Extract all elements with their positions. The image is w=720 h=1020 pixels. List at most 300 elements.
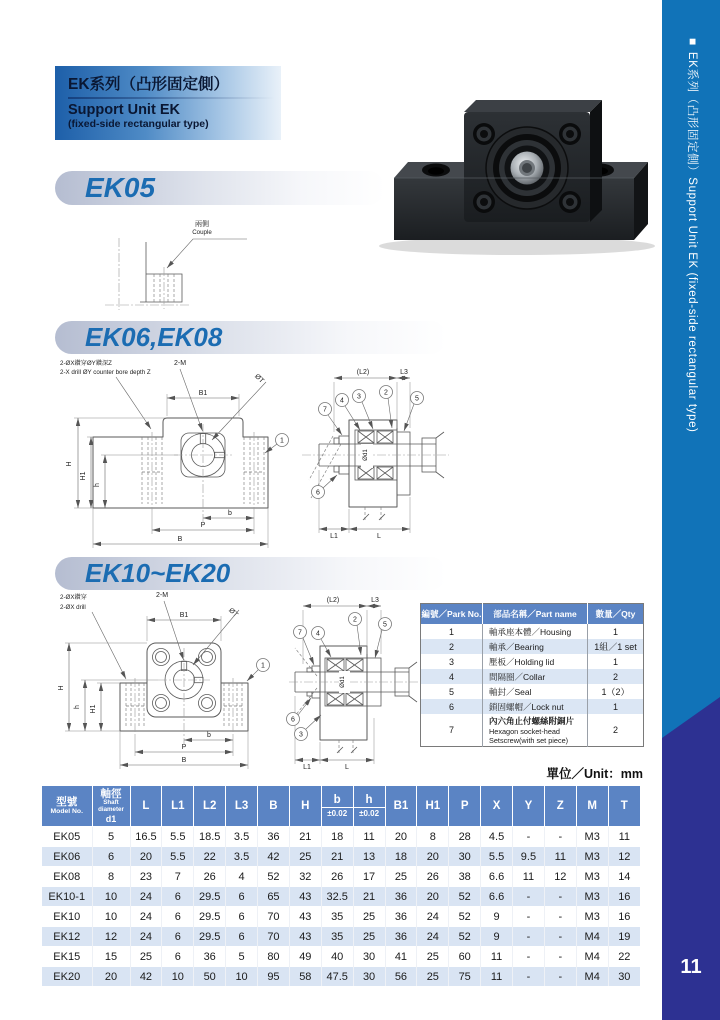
dim-value-cell: 21 bbox=[321, 847, 353, 867]
col-header-L: L bbox=[130, 786, 162, 827]
dim-value-cell: 25 bbox=[417, 947, 449, 967]
dim-value-cell: 75 bbox=[449, 967, 481, 987]
dim-value-cell: 5.5 bbox=[481, 847, 513, 867]
section-title: EK05 bbox=[85, 172, 156, 203]
drill-note-zh: 2-ØX鑽穿 bbox=[60, 594, 87, 601]
dim-value-cell: M3 bbox=[576, 827, 608, 847]
ek0608-front-drawing bbox=[58, 352, 295, 559]
dim-value-cell: 6.6 bbox=[481, 887, 513, 907]
dim-value-cell: 32 bbox=[289, 867, 321, 887]
col-header-L1: L1 bbox=[162, 786, 194, 827]
parts-head-row bbox=[421, 604, 644, 625]
dim-value-cell: 26 bbox=[417, 867, 449, 887]
dim-value-cell: 20 bbox=[385, 827, 417, 847]
svg-text:1: 1 bbox=[280, 437, 284, 445]
dim-value-cell: 16.5 bbox=[130, 827, 162, 847]
dim-value-cell: 6 bbox=[162, 927, 194, 947]
part-name-cell: 軸承／Bearing bbox=[483, 639, 588, 654]
dim-value-cell: 11 bbox=[353, 827, 385, 847]
dim-label-P: P bbox=[181, 744, 187, 751]
dim-value-cell: 18 bbox=[385, 847, 417, 867]
dim-value-cell: 56 bbox=[385, 967, 417, 987]
ek05-outline bbox=[105, 238, 190, 310]
dim-value-cell: M3 bbox=[576, 907, 608, 927]
dim-label-B1: B1 bbox=[198, 390, 208, 397]
page-header bbox=[55, 66, 281, 140]
dim-row bbox=[42, 867, 640, 887]
dim-value-cell: 22 bbox=[608, 947, 640, 967]
dim-value-cell: 60 bbox=[449, 947, 481, 967]
svg-text:1: 1 bbox=[261, 662, 265, 670]
dim-value-cell: 30 bbox=[353, 967, 385, 987]
dim-label-P: P bbox=[200, 522, 206, 529]
label-two-side-en: Couple bbox=[192, 229, 212, 236]
col-header-H1: H1 bbox=[417, 786, 449, 827]
dim-value-cell: 40 bbox=[321, 947, 353, 967]
dim-value-cell: 4.5 bbox=[481, 827, 513, 847]
dim-label-2M: 2-M bbox=[174, 360, 187, 367]
drill-note-zh: 2-ØX鑽穿ØY鑽深Z bbox=[60, 360, 112, 367]
parts-row bbox=[421, 699, 644, 714]
dim-label-B1: B1 bbox=[179, 612, 189, 619]
side-tab-label: EK系列（凸形固定側）Support Unit EK (fixed-side rectangular type) bbox=[686, 51, 698, 433]
part-name-cell: 軸承座本體／Housing bbox=[483, 624, 588, 639]
dim-value-cell: 58 bbox=[289, 967, 321, 987]
front-outline bbox=[93, 418, 268, 522]
dim-label-H: H bbox=[58, 685, 65, 691]
dim-value-cell: - bbox=[544, 887, 576, 907]
svg-text:7: 7 bbox=[298, 629, 302, 637]
dim-value-cell: 30 bbox=[608, 967, 640, 987]
part-name-cell: 壓板／Holding lid bbox=[483, 654, 588, 669]
dim-value-cell: 12 bbox=[544, 867, 576, 887]
parts-header-cell: 編號／Park No. bbox=[421, 604, 483, 625]
dim-label-T: ØT bbox=[227, 607, 239, 619]
col-header-B: B bbox=[258, 786, 290, 827]
dim-value-cell: 43 bbox=[289, 907, 321, 927]
dim-value-cell: - bbox=[513, 887, 545, 907]
dim-value-cell: 24 bbox=[417, 927, 449, 947]
balloon-2 bbox=[349, 613, 362, 626]
dim-label-B: B bbox=[181, 757, 187, 764]
dim-value-cell: 41 bbox=[385, 947, 417, 967]
parts-value-cell: 1 bbox=[588, 624, 644, 639]
parts-row bbox=[421, 639, 644, 654]
section-title: EK06,EK08 bbox=[85, 322, 223, 352]
col-header-b: b ±0.02 bbox=[321, 786, 353, 827]
col-header-Y: Y bbox=[513, 786, 545, 827]
dim-value-cell: 47.5 bbox=[321, 967, 353, 987]
dim-value-cell: 43 bbox=[289, 887, 321, 907]
dim-value-cell: 23 bbox=[130, 867, 162, 887]
dim-value-cell: 11 bbox=[608, 827, 640, 847]
dim-value-cell: 8 bbox=[92, 867, 130, 887]
col-header-model: 型號 Model No. bbox=[42, 786, 92, 827]
dim-value-cell: 6 bbox=[226, 927, 258, 947]
dim-value-cell: 50 bbox=[194, 967, 226, 987]
dim-value-cell: 8 bbox=[417, 827, 449, 847]
parts-row bbox=[421, 684, 644, 699]
section-outline bbox=[289, 646, 422, 754]
dim-value-cell: 49 bbox=[289, 947, 321, 967]
dim-label-H1: H1 bbox=[80, 471, 87, 481]
dim-row bbox=[42, 887, 640, 907]
label-two-side-zh: 兩側 bbox=[195, 221, 209, 228]
dim-value-cell: 6 bbox=[162, 887, 194, 907]
parts-value-cell: 2 bbox=[421, 639, 483, 654]
parts-table-body bbox=[421, 624, 644, 747]
dim-value-cell: 30 bbox=[353, 947, 385, 967]
model-no-cell: EK10-1 bbox=[42, 887, 92, 907]
balloon-6 bbox=[312, 486, 325, 499]
dim-value-cell: 5 bbox=[92, 827, 130, 847]
dim-value-cell: 18 bbox=[321, 827, 353, 847]
dim-label-b: b bbox=[228, 510, 232, 517]
dim-value-cell: 29.5 bbox=[194, 927, 226, 947]
dim-value-cell: 5.5 bbox=[162, 847, 194, 867]
section-heading-ek05 bbox=[55, 171, 385, 205]
ek0608-section-drawing bbox=[297, 352, 470, 559]
dim-value-cell: M4 bbox=[576, 967, 608, 987]
dim-label-L1: L1 bbox=[330, 533, 338, 540]
parts-value-cell: 7 bbox=[448, 725, 454, 735]
dim-label-L1: L1 bbox=[303, 764, 311, 771]
bearing-bore bbox=[486, 127, 568, 209]
parts-header-cell: 數量／Qty bbox=[588, 604, 644, 625]
svg-text:3: 3 bbox=[357, 393, 361, 401]
dim-value-cell: 10 bbox=[92, 887, 130, 907]
dim-label-L: L bbox=[377, 533, 381, 540]
dim-row bbox=[42, 827, 640, 847]
dim-value-cell: M4 bbox=[576, 947, 608, 967]
dim-value-cell: 6 bbox=[162, 947, 194, 967]
dim-value-cell: 3.5 bbox=[226, 827, 258, 847]
balloon-3 bbox=[353, 390, 366, 403]
dim-label-H1: H1 bbox=[90, 704, 97, 714]
part-name-cell: 內六角止付螺絲附銅片 Hexagon socket-head Setscrew(with set piece) bbox=[483, 714, 588, 747]
dim-value-cell: 11 bbox=[481, 967, 513, 987]
section-balloons bbox=[312, 386, 424, 499]
dim-value-cell: 11 bbox=[481, 947, 513, 967]
dim-value-cell: 12 bbox=[608, 847, 640, 867]
dim-table-body bbox=[42, 827, 640, 987]
dim-value-cell: M4 bbox=[576, 927, 608, 947]
dim-value-cell: 13 bbox=[353, 847, 385, 867]
support-unit-photo bbox=[379, 100, 655, 255]
col-header-B1: B1 bbox=[385, 786, 417, 827]
section-title: EK10~EK20 bbox=[85, 558, 231, 588]
dim-value-cell: 25 bbox=[417, 967, 449, 987]
dim-value-cell: 10 bbox=[92, 907, 130, 927]
dim-value-cell: - bbox=[513, 967, 545, 987]
parts-row bbox=[421, 669, 644, 684]
svg-text:5: 5 bbox=[415, 395, 419, 403]
couple-callout bbox=[167, 219, 247, 268]
col-header-L2: L2 bbox=[194, 786, 226, 827]
svg-text:4: 4 bbox=[316, 630, 320, 638]
balloon-6 bbox=[287, 713, 300, 726]
dim-value-cell: - bbox=[544, 907, 576, 927]
model-no-cell: EK20 bbox=[42, 967, 92, 987]
dim-value-cell: 43 bbox=[289, 927, 321, 947]
dim-value-cell: 36 bbox=[194, 947, 226, 967]
parts-row bbox=[421, 624, 644, 639]
dim-value-cell: 6.6 bbox=[481, 867, 513, 887]
dim-value-cell: 38 bbox=[449, 867, 481, 887]
svg-text:6: 6 bbox=[291, 716, 295, 724]
svg-text:5: 5 bbox=[383, 621, 387, 629]
dim-value-cell: 18.5 bbox=[194, 827, 226, 847]
parts-value-cell: 1組／1 set bbox=[588, 639, 644, 654]
model-no-cell: EK12 bbox=[42, 927, 92, 947]
dim-value-cell: - bbox=[544, 967, 576, 987]
parts-value-cell: 4 bbox=[421, 669, 483, 684]
balloon-2 bbox=[380, 386, 393, 399]
dim-value-cell: 36 bbox=[258, 827, 290, 847]
dim-value-cell: 9.5 bbox=[513, 847, 545, 867]
dim-value-cell: 52 bbox=[449, 887, 481, 907]
dim-label-h: h bbox=[74, 705, 81, 709]
dim-label-L2: (L2) bbox=[356, 369, 370, 376]
balloon-1 bbox=[265, 434, 289, 454]
parts-value-cell: 1 bbox=[588, 699, 644, 714]
section-heading-ek0608 bbox=[55, 321, 447, 354]
dim-row bbox=[42, 907, 640, 927]
series-title-en: Support Unit EK bbox=[68, 102, 180, 118]
dim-value-cell: 4 bbox=[226, 867, 258, 887]
dim-row bbox=[42, 927, 640, 947]
parts-header-cell: 部品名稱／Part name bbox=[483, 604, 588, 625]
model-no-cell: EK05 bbox=[42, 827, 92, 847]
dims-head-row bbox=[42, 786, 640, 827]
svg-text:7: 7 bbox=[323, 406, 327, 414]
dim-value-cell: 7 bbox=[162, 867, 194, 887]
dim-value-cell: 25 bbox=[385, 867, 417, 887]
dim-label-b: b bbox=[207, 732, 211, 739]
balloon-7 bbox=[294, 626, 307, 639]
dim-value-cell: 32.5 bbox=[321, 887, 353, 907]
model-no-cell: EK10 bbox=[42, 907, 92, 927]
model-no-cell: EK08 bbox=[42, 867, 92, 887]
dim-value-cell: 36 bbox=[385, 887, 417, 907]
balloon-7 bbox=[319, 403, 332, 416]
dim-value-cell: 9 bbox=[481, 927, 513, 947]
dim-value-cell: 28 bbox=[449, 827, 481, 847]
dim-value-cell: 6 bbox=[162, 907, 194, 927]
side-tab-text bbox=[681, 38, 701, 520]
dim-value-cell: 52 bbox=[449, 927, 481, 947]
balloon-3 bbox=[295, 728, 308, 741]
dim-value-cell: - bbox=[513, 947, 545, 967]
front-outline bbox=[120, 643, 248, 744]
series-title-zh: EK系列（凸形固定側） bbox=[68, 76, 230, 93]
dim-value-cell: 12 bbox=[92, 927, 130, 947]
parts-value-cell: 2 bbox=[588, 714, 644, 747]
dim-label-T: ØT bbox=[253, 373, 265, 385]
drill-note-en: 2-X drill ØY counter bore depth Z bbox=[60, 369, 151, 376]
dim-value-cell: 26 bbox=[321, 867, 353, 887]
model-no-cell: EK15 bbox=[42, 947, 92, 967]
ek1020-section-drawing bbox=[287, 588, 435, 788]
dim-value-cell: 17 bbox=[353, 867, 385, 887]
dim-value-cell: - bbox=[513, 827, 545, 847]
dim-value-cell: 24 bbox=[130, 907, 162, 927]
dim-value-cell: 15 bbox=[92, 947, 130, 967]
dimensions-table bbox=[42, 786, 640, 986]
product-photo bbox=[372, 82, 657, 282]
dim-value-cell: 30 bbox=[449, 847, 481, 867]
dim-value-cell: 42 bbox=[258, 847, 290, 867]
dim-value-cell: 21 bbox=[353, 887, 385, 907]
dim-label-L3: L3 bbox=[400, 369, 408, 376]
section-dimensions bbox=[295, 597, 381, 771]
parts-value-cell: 1 bbox=[588, 654, 644, 669]
dim-value-cell: 6 bbox=[226, 907, 258, 927]
dim-label-d1: Ød1 bbox=[339, 676, 346, 688]
dim-value-cell: - bbox=[513, 927, 545, 947]
parts-value-cell: 2 bbox=[588, 669, 644, 684]
dim-value-cell: 70 bbox=[258, 907, 290, 927]
dim-value-cell: 6 bbox=[226, 887, 258, 907]
col-header-Z: Z bbox=[544, 786, 576, 827]
dim-value-cell: 35 bbox=[321, 907, 353, 927]
dim-label-d1: Ød1 bbox=[362, 449, 369, 461]
dim-value-cell: - bbox=[544, 927, 576, 947]
dim-label-L2: (L2) bbox=[326, 597, 340, 604]
dim-value-cell: 3.5 bbox=[226, 847, 258, 867]
dim-value-cell: 70 bbox=[258, 927, 290, 947]
dim-value-cell: 26 bbox=[194, 867, 226, 887]
front-dimensions bbox=[66, 360, 268, 548]
dim-value-cell: - bbox=[544, 827, 576, 847]
drill-note-en: 2-ØX drill bbox=[60, 604, 86, 611]
dim-label-L3: L3 bbox=[371, 597, 379, 604]
parts-row bbox=[421, 654, 644, 669]
part-name-cell: 軸封／Seal bbox=[483, 684, 588, 699]
dim-value-cell: 80 bbox=[258, 947, 290, 967]
front-dimensions bbox=[58, 592, 248, 769]
col-header-M: M bbox=[576, 786, 608, 827]
svg-text:6: 6 bbox=[316, 489, 320, 497]
dim-value-cell: 29.5 bbox=[194, 887, 226, 907]
dim-value-cell: 20 bbox=[92, 967, 130, 987]
dim-value-cell: 25 bbox=[353, 907, 385, 927]
dim-value-cell: M3 bbox=[576, 867, 608, 887]
dim-value-cell: 14 bbox=[608, 867, 640, 887]
parts-row bbox=[421, 714, 644, 747]
dim-row bbox=[42, 847, 640, 867]
dim-value-cell: 42 bbox=[130, 967, 162, 987]
drill-note bbox=[60, 359, 151, 429]
balloon-5 bbox=[411, 392, 424, 405]
dim-value-cell: 6 bbox=[92, 847, 130, 867]
dim-value-cell: 36 bbox=[385, 907, 417, 927]
dim-value-cell: 35 bbox=[321, 927, 353, 947]
parts-value-cell: 6 bbox=[421, 699, 483, 714]
dim-value-cell: 24 bbox=[130, 887, 162, 907]
dim-value-cell: 16 bbox=[608, 907, 640, 927]
dim-label-2M: 2-M bbox=[156, 592, 169, 599]
dim-value-cell: 65 bbox=[258, 887, 290, 907]
dim-value-cell: 24 bbox=[130, 927, 162, 947]
series-subtitle-en: (fixed-side rectangular type) bbox=[68, 118, 209, 130]
col-header-H: H bbox=[289, 786, 321, 827]
dim-value-cell: M3 bbox=[576, 847, 608, 867]
dim-value-cell: 20 bbox=[417, 887, 449, 907]
dim-value-cell: - bbox=[513, 907, 545, 927]
dim-row bbox=[42, 947, 640, 967]
dim-label-L: L bbox=[345, 764, 349, 771]
drill-note bbox=[60, 593, 126, 679]
dim-value-cell: M3 bbox=[576, 887, 608, 907]
dim-value-cell: 19 bbox=[608, 927, 640, 947]
svg-text:2: 2 bbox=[353, 616, 357, 624]
section-heading-ek1020 bbox=[55, 557, 447, 590]
parts-value-cell: 1 bbox=[448, 626, 454, 637]
ek05-drawing bbox=[95, 212, 275, 322]
balloon-1 bbox=[247, 659, 270, 682]
ek1020-front-drawing bbox=[58, 588, 295, 788]
dim-value-cell: 36 bbox=[385, 927, 417, 947]
parts-value-cell: 5 bbox=[448, 686, 454, 697]
col-header-T: T bbox=[608, 786, 640, 827]
dim-value-cell: 52 bbox=[449, 907, 481, 927]
dim-value-cell: - bbox=[544, 947, 576, 967]
svg-text:2: 2 bbox=[384, 389, 388, 397]
col-header-X: X bbox=[481, 786, 513, 827]
dim-value-cell: 5 bbox=[226, 947, 258, 967]
dim-value-cell: 52 bbox=[258, 867, 290, 887]
dim-value-cell: 11 bbox=[513, 867, 545, 887]
square-bullet-icon: ■ bbox=[686, 38, 700, 46]
dim-value-cell: 25 bbox=[353, 927, 385, 947]
dim-value-cell: 29.5 bbox=[194, 907, 226, 927]
dim-value-cell: 25 bbox=[289, 847, 321, 867]
dim-value-cell: 20 bbox=[417, 847, 449, 867]
dim-value-cell: 24 bbox=[417, 907, 449, 927]
col-header-L3: L3 bbox=[226, 786, 258, 827]
dim-value-cell: 25 bbox=[130, 947, 162, 967]
parts-value-cell: 3 bbox=[448, 656, 454, 667]
dim-label-H: H bbox=[66, 461, 73, 467]
svg-text:4: 4 bbox=[340, 397, 344, 405]
dim-row bbox=[42, 967, 640, 987]
svg-text:3: 3 bbox=[299, 731, 303, 739]
parts-table bbox=[420, 603, 644, 747]
dim-value-cell: 21 bbox=[289, 827, 321, 847]
dim-label-h: h bbox=[94, 483, 101, 487]
dim-value-cell: 9 bbox=[481, 907, 513, 927]
dim-value-cell: 11 bbox=[544, 847, 576, 867]
balloon-4 bbox=[312, 627, 325, 640]
dim-value-cell: 22 bbox=[194, 847, 226, 867]
dim-label-B: B bbox=[177, 536, 183, 543]
col-header-h: h ±0.02 bbox=[353, 786, 385, 827]
col-header-P: P bbox=[449, 786, 481, 827]
dim-value-cell: 5.5 bbox=[162, 827, 194, 847]
dim-value-cell: 10 bbox=[226, 967, 258, 987]
header-divider bbox=[68, 97, 275, 99]
part-name-cell: 鎖固螺帽／Lock nut bbox=[483, 699, 588, 714]
model-no-cell: EK06 bbox=[42, 847, 92, 867]
col-header-shaft: 軸徑 Shaft diameter d1 bbox=[92, 786, 130, 827]
dim-value-cell: 16 bbox=[608, 887, 640, 907]
unit-note: 單位／Unit：mm bbox=[546, 767, 643, 781]
balloon-5 bbox=[379, 618, 392, 631]
parts-value-cell: 1（2） bbox=[588, 684, 644, 699]
dim-value-cell: 10 bbox=[162, 967, 194, 987]
part-name-cell: 間隔圈／Collar bbox=[483, 669, 588, 684]
